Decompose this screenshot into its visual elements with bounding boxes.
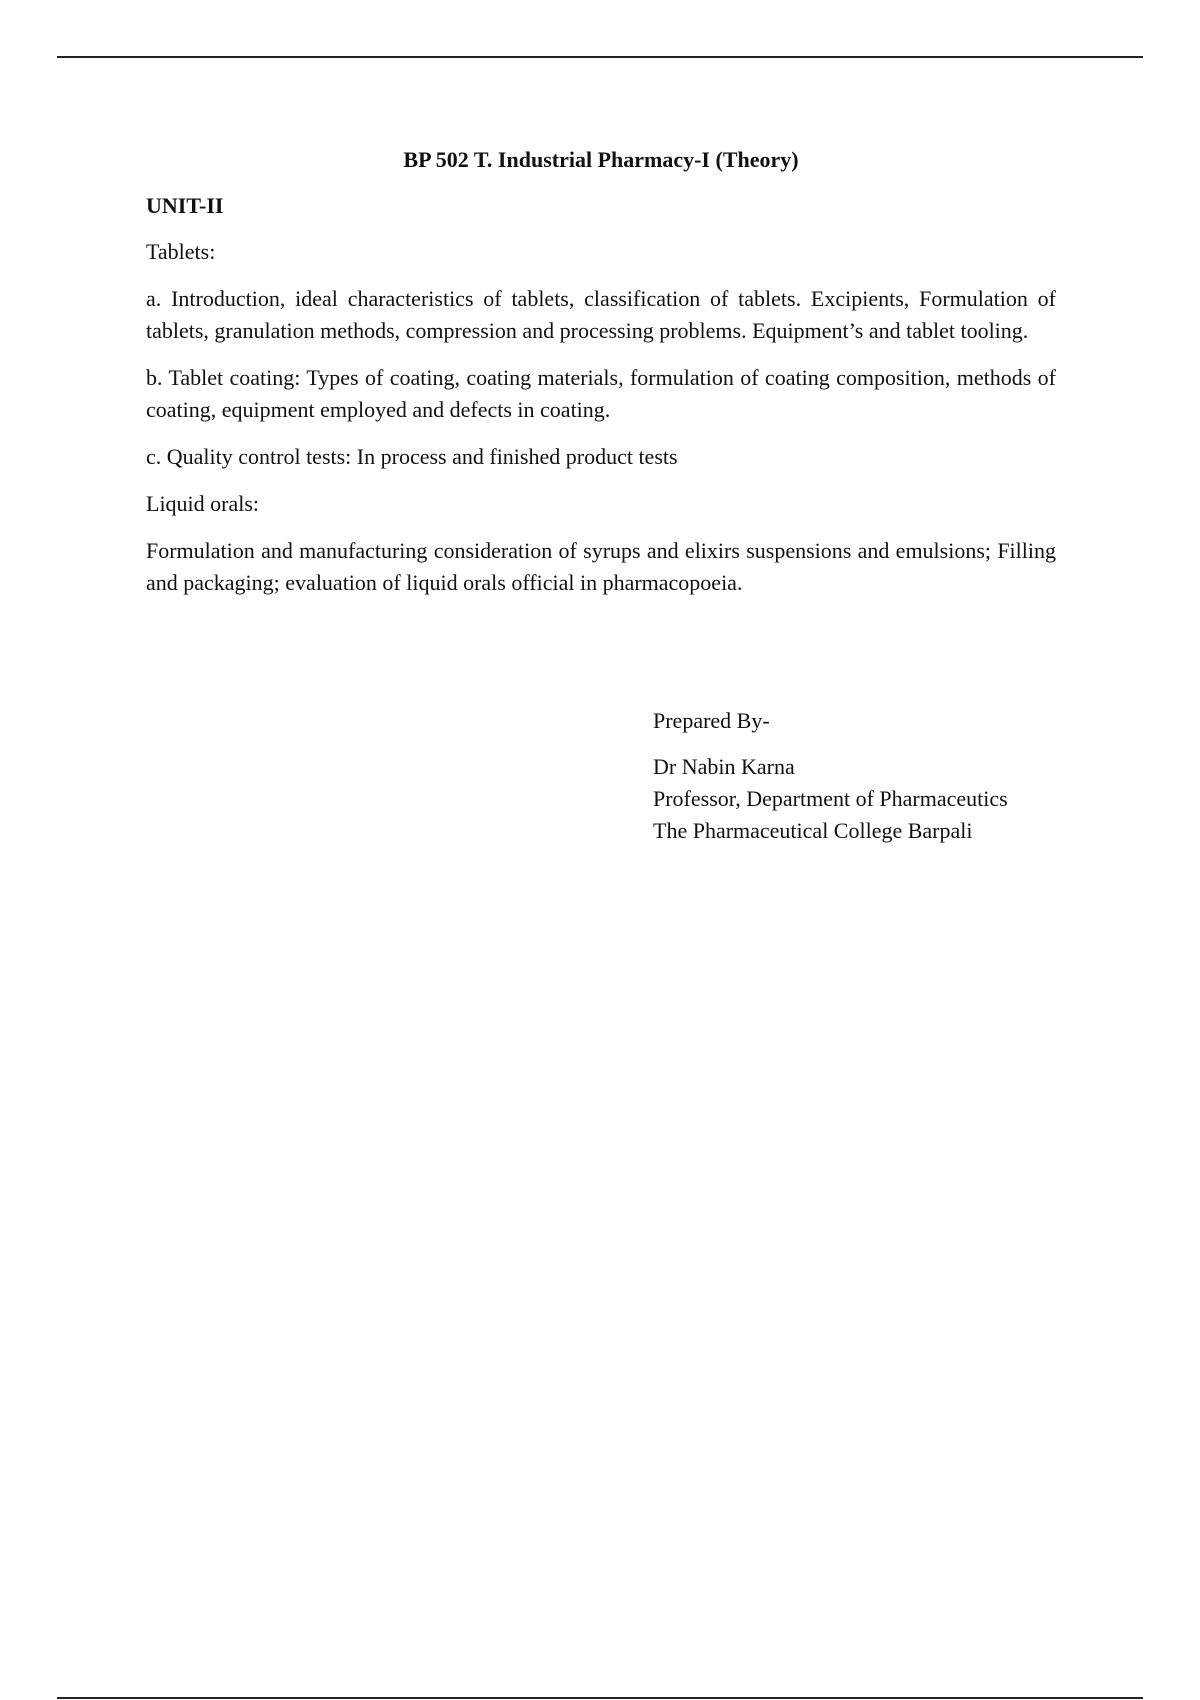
paragraph-c: c. Quality control tests: In process and finished product tests (146, 444, 678, 469)
paragraph-b: b. Tablet coating: Types of coating, coating materials, formulation of coating composition, methods of coating, equipment employed and defects in coating. (146, 365, 1056, 422)
bottom-rule (57, 1697, 1143, 1699)
document-body (146, 140, 1056, 599)
author-details (653, 751, 1073, 847)
prepared-by-block (653, 705, 1073, 847)
paragraph-a: a. Introduction, ideal characteristics of tablets, classification of tablets. Excipients, Formulation of tablets, granulation methods, compression and processing problems. Equipment’s and tablet tooling. (146, 286, 1056, 343)
unit-heading: UNIT-II (146, 193, 224, 218)
author-institution: The Pharmaceutical College Barpali (653, 818, 973, 843)
document-title: BP 502 T. Industrial Pharmacy-I (Theory) (403, 147, 799, 172)
author-name: Dr Nabin Karna (653, 754, 795, 779)
paragraph-liquid-orals: Formulation and manufacturing consideration of syrups and elixirs suspensions and emulsions; Filling and packaging; evaluation of liquid orals official in pharmacopoeia. (146, 538, 1056, 595)
section-heading-tablets: Tablets: (146, 239, 216, 264)
prepared-by-label: Prepared By- (653, 708, 770, 733)
section-heading-liquid-orals: Liquid orals: (146, 491, 260, 516)
top-rule (57, 56, 1143, 58)
author-designation: Professor, Department of Pharmaceutics (653, 786, 1008, 811)
